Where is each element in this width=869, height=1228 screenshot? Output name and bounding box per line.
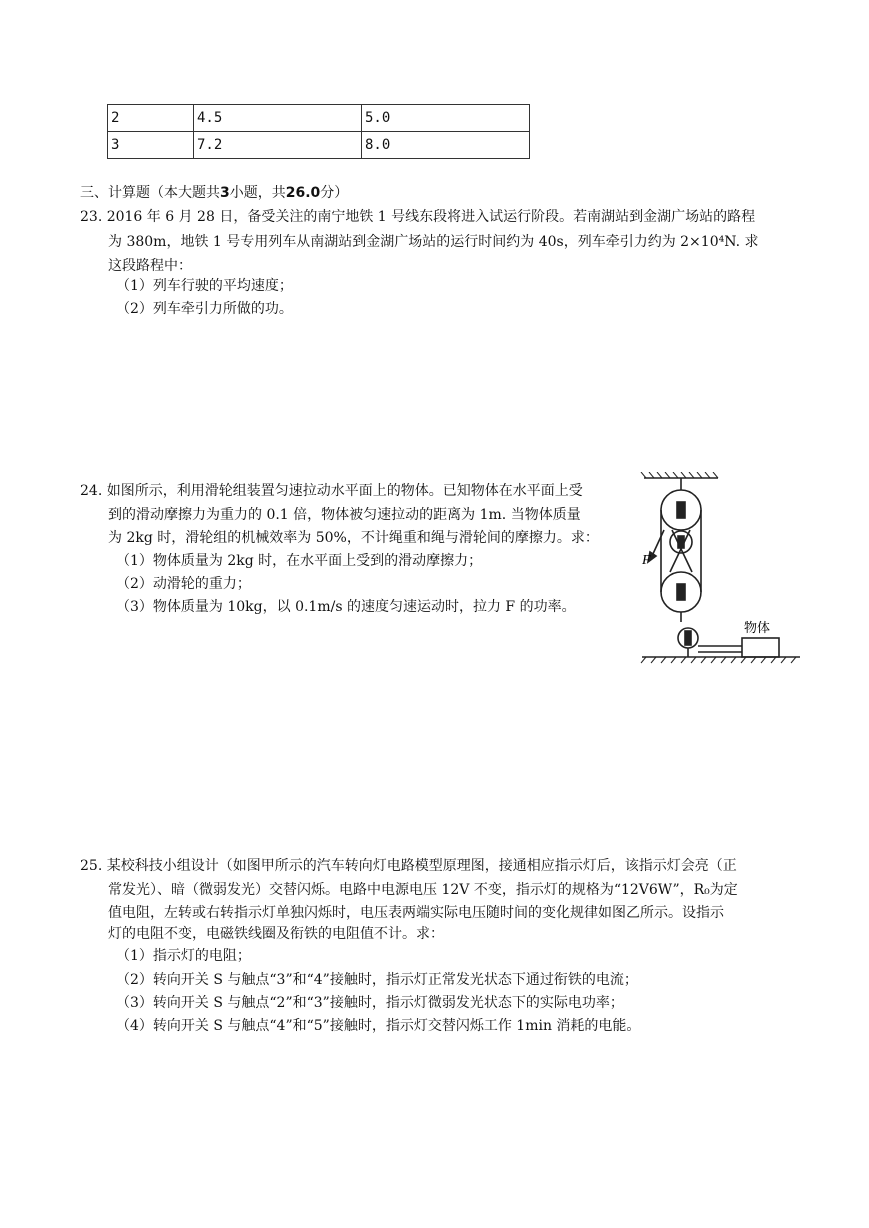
q23-part: （1）列车行驶的平均速度； <box>116 278 293 294</box>
q23-line: 这段路程中： <box>108 258 192 274</box>
q25-part: （2）转向开关 S 与触点“3”和“4”接触时，指示灯正常发光状态下通过衔铁的电流； <box>116 972 638 988</box>
table-cell: 2 <box>108 105 194 132</box>
section-title-prefix: 三、计算题（本大题共 <box>80 185 220 201</box>
q25-line: 25. 某校科技小组设计（如图甲所示的汽车转向灯电路模型原理图，接通相应指示灯后，该指示灯会亮（正 <box>80 858 737 874</box>
q25-line: 灯的电阻不变，电磁铁线圈及衔铁的电阻值不计。求： <box>108 926 444 942</box>
pulley-diagram <box>638 472 802 672</box>
q25-line: 常发光）、暗（微弱发光）交替闪烁。电路中电源电压 12V 不变，指示灯的规格为“12V6W”，R₀为定 <box>108 882 738 898</box>
object-label: 物体 <box>744 621 771 636</box>
q25-part: （4）转向开关 S 与触点“4”和“5”接触时，指示灯交替闪烁工作 1min 消耗的电能。 <box>116 1018 641 1034</box>
table-cell: 3 <box>108 132 194 159</box>
q23-part: （2）列车牵引力所做的功。 <box>116 301 293 317</box>
q25-part: （3）转向开关 S 与触点“2”和“3”接触时，指示灯微弱发光状态下的实际电功率； <box>116 995 624 1011</box>
q24-line: 24. 如图所示，利用滑轮组装置匀速拉动水平面上的物体。已知物体在水平面上受 <box>80 483 583 499</box>
data-table <box>107 104 530 159</box>
section-title-mid: 小题，共 <box>229 185 286 201</box>
q25-line: 值电阻，左转或右转指示灯单独闪烁时，电压表两端实际电压随时间的变化规律如图乙所示。设指示 <box>108 905 724 921</box>
q23-line: 为 380m，地铁 1 号专用列车从南湖站到金湖广场站的运行时间约为 40s，列车牵引力约为 2×10⁴N. 求 <box>108 234 759 250</box>
q24-part: （1）物体质量为 2kg 时，在水平面上受到的滑动摩擦力； <box>116 553 483 569</box>
q25-part: （1）指示灯的电阻； <box>116 948 251 964</box>
q23-line: 23. 2016 年 6 月 28 日，备受关注的南宁地铁 1 号线东段将进入试运行阶段。若南湖站到金湖广场站的路程 <box>80 209 756 225</box>
section-count: 3 <box>220 185 230 201</box>
q24-line: 到的滑动摩擦力为重力的 0.1 倍，物体被匀速拉动的距离为 1m. 当物体质量 <box>108 507 581 523</box>
q24-line: 为 2kg 时，滑轮组的机械效率为 50%，不计绳重和绳与滑轮间的摩擦力。求： <box>108 530 599 546</box>
table-row <box>108 132 530 159</box>
q24-part: （3）物体质量为 10kg，以 0.1m/s 的速度匀速运动时，拉力 F 的功率。 <box>116 599 576 615</box>
q24-part: （2）动滑轮的重力； <box>116 576 251 592</box>
table-cell: 8.0 <box>362 132 530 159</box>
force-label: F <box>642 553 651 568</box>
table-row <box>108 105 530 132</box>
section-score: 26.0 <box>285 185 321 201</box>
section-heading <box>80 183 348 203</box>
table-cell: 4.5 <box>194 105 362 132</box>
section-title-suffix: 分） <box>320 185 349 201</box>
table-cell: 7.2 <box>194 132 362 159</box>
table-cell: 5.0 <box>362 105 530 132</box>
